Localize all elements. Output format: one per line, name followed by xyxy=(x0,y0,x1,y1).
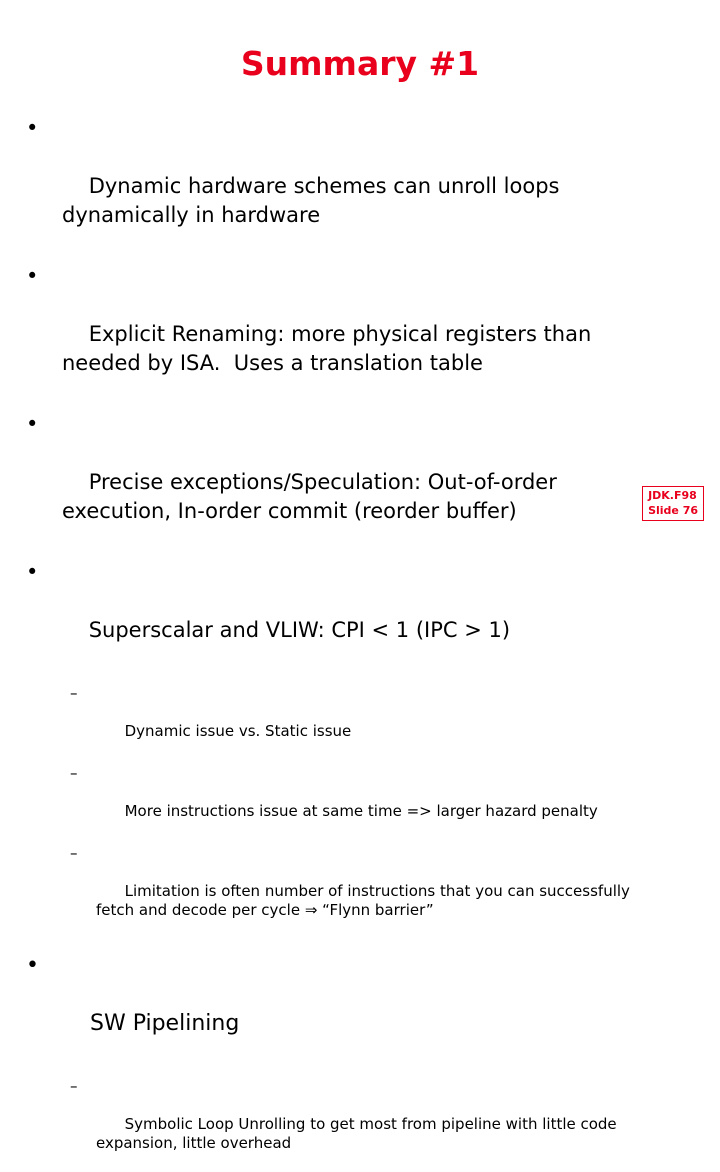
sub-bullet-text: Dynamic issue vs. Static issue xyxy=(124,722,352,740)
sub-bullet-list xyxy=(70,1077,706,1172)
bullet-icon: • xyxy=(26,560,39,584)
footer-course-code: JDK.F98 xyxy=(648,489,697,502)
bullet-item xyxy=(26,114,706,259)
dash-icon: – xyxy=(70,844,78,862)
sub-bullet-item xyxy=(70,844,706,939)
bullet-text: Superscalar and VLIW: CPI < 1 (IPC > 1) xyxy=(88,618,511,642)
bullet-icon: • xyxy=(26,953,39,978)
bullet-item-sw-pipelining xyxy=(26,951,706,1067)
slide-footer-box xyxy=(642,486,704,521)
bullet-item xyxy=(26,262,706,407)
bullet-text: SW Pipelining xyxy=(89,1011,240,1036)
sub-bullet-item xyxy=(70,764,706,840)
dash-icon: – xyxy=(70,1077,78,1095)
sub-bullet-list xyxy=(70,684,706,939)
bullet-icon: • xyxy=(26,412,39,436)
sub-bullet-text: Limitation is often number of instructions that you can successfully fetch and decode per cycle ⇒ “Flynn barrier” xyxy=(96,882,630,919)
bullet-text: Explicit Renaming: more physical registers than needed by ISA. Uses a translation table xyxy=(62,322,592,375)
bullet-text: Precise exceptions/Speculation: Out-of-order execution, In-order commit (reorder buffer) xyxy=(62,470,557,523)
bullet-icon: • xyxy=(26,116,39,140)
footer-slide-number: Slide 76 xyxy=(648,504,698,517)
dash-icon: – xyxy=(70,764,78,782)
bullet-item xyxy=(26,558,706,674)
bullet-item xyxy=(26,410,706,555)
sub-bullet-text: Symbolic Loop Unrolling to get most from pipeline with little code expansion, little overhead xyxy=(96,1115,617,1152)
bullet-list xyxy=(26,114,706,1172)
slide-title: Summary #1 xyxy=(240,44,480,83)
sub-bullet-text: More instructions issue at same time => larger hazard penalty xyxy=(124,802,598,820)
sub-bullet-item xyxy=(70,684,706,760)
bullet-text: Dynamic hardware schemes can unroll loops dynamically in hardware xyxy=(62,174,560,227)
dash-icon: – xyxy=(70,684,78,702)
bullet-icon: • xyxy=(26,264,39,288)
sub-bullet-item xyxy=(70,1077,706,1172)
